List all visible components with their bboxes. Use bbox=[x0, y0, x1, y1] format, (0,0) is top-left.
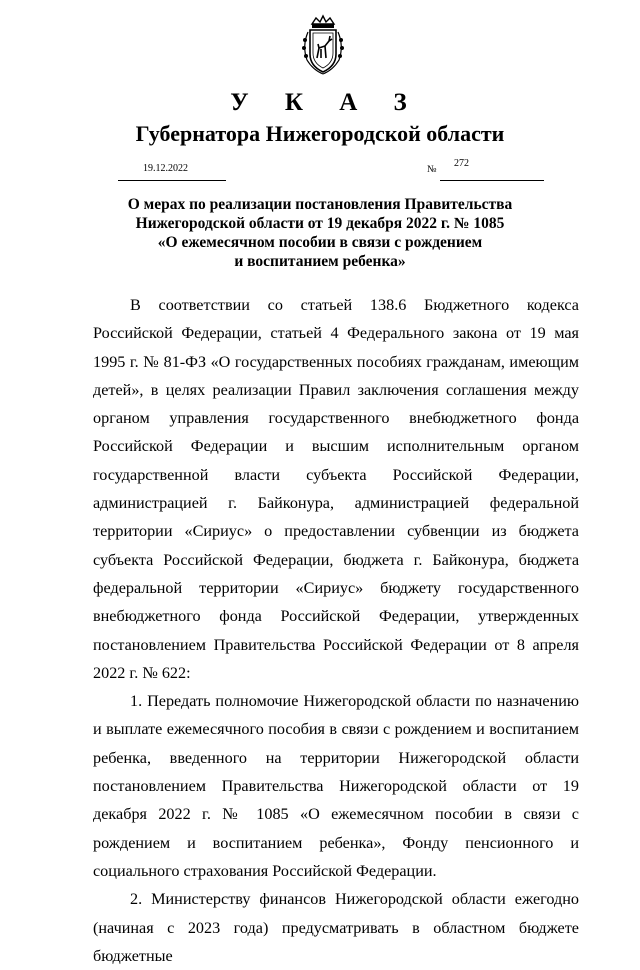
document-date: 19.12.2022 bbox=[143, 163, 188, 174]
issuer-title: Губернатора Нижегородской области bbox=[135, 121, 505, 146]
heading-line: О мерах по реализации постановления Правительства bbox=[127, 196, 513, 213]
document-heading bbox=[100, 195, 540, 271]
coat-of-arms-emblem-icon bbox=[298, 14, 348, 76]
heading-line: «О ежемесячном пособии в связи с рождением bbox=[157, 234, 483, 251]
number-sign: № bbox=[427, 164, 437, 175]
preamble-paragraph: В соответствии со статьей 138.6 Бюджетного кодекса Российской Федерации, статьей 4 Федерального закона от 19 мая 1995 г. № 81-ФЗ «О государственных пособиях гражданам, имеющим детей», в целях реализации Правил заключения соглашения между органом управления государственного внебюджетного фонда Российской Федерации и высшим исполнительным органом государственной власти субъекта Российской Федерации, администрацией г. Байконура, администрацией федеральной территории «Сириус» о предоставлении субвенции из бюджета субъекта Российской Федерации, бюджета г. Байконура, бюджета федеральной территории «Сириус» бюджету государственного внебюджетного фонда Российской Федерации, утвержденных постановлением Правительства Российской Федерации от 8 апреля 2022 г. № 622: bbox=[93, 296, 579, 682]
date-field bbox=[118, 160, 226, 181]
clause-1-paragraph: 1. Передать полномочие Нижегородской области по назначению и выплате ежемесячного пособия в связи с рождением и воспитанием ребенка, введенного на территории Нижегородской области постановлением Правительства Нижегородской области от 19 декабря 2022 г. № 1085 «О ежемесячном пособии в связи с рождением и воспитанием ребенка», Фонду пенсионного и социального страхования Российской Федерации. bbox=[93, 692, 579, 880]
document-type-title: У К А З bbox=[230, 89, 422, 116]
document-body bbox=[93, 291, 579, 970]
heading-line: Нижегородской области от 19 декабря 2022 г. № 1085 bbox=[135, 215, 505, 232]
number-field bbox=[440, 160, 544, 181]
heading-line: и воспитанием ребенка» bbox=[234, 253, 406, 270]
document-number: 272 bbox=[454, 158, 469, 169]
clause-2-paragraph: 2. Министерству финансов Нижегородской области ежегодно (начиная с 2023 года) предусматривать в областном бюджете бюджетные bbox=[93, 890, 579, 965]
